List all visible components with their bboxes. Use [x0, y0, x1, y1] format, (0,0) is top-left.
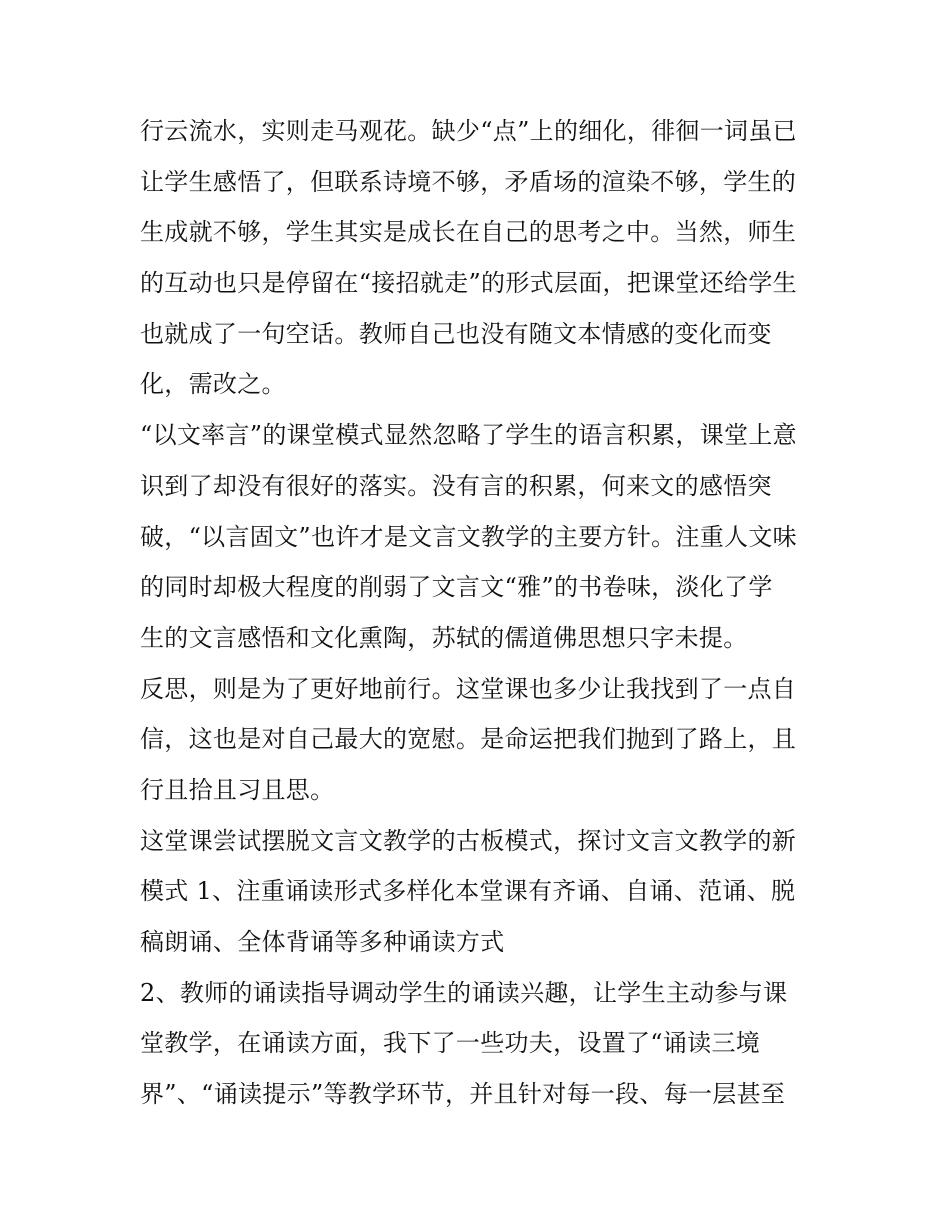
text-line: 这堂课尝试摆脱文言文教学的古板模式，探讨文言文教学的新: [140, 826, 797, 855]
text-line: 界”、“诵读提示”等教学环节，并且针对每一段、每一层甚至: [140, 1080, 786, 1109]
text-line: 的互动也只是停留在“接招就走”的形式层面，把课堂还给学生: [140, 269, 797, 298]
paragraph-5: [140, 968, 820, 1120]
text-line: 模式 1、注重诵读形式多样化本堂课有齐诵、自诵、范诵、脱: [140, 877, 796, 906]
document-body: [140, 106, 820, 1120]
text-line: 的同时却极大程度的削弱了文言文“雅”的书卷味，淡化了学: [140, 573, 773, 602]
text-line: 堂教学，在诵读方面，我下了一些功夫，设置了“诵读三境: [140, 1029, 761, 1058]
text-line: 也就成了一句空话。教师自己也没有随文本情感的变化而变: [140, 319, 772, 348]
text-line: 生的文言感悟和文化熏陶，苏轼的儒道佛思想只字未提。: [140, 623, 748, 652]
text-line: 稿朗诵、全体背诵等多种诵读方式: [140, 928, 505, 956]
text-line: “以文率言”的课堂模式显然忽略了学生的语言积累，课堂上意: [140, 421, 797, 450]
text-line: 化，需改之。: [140, 370, 286, 399]
paragraph-3: [140, 664, 820, 816]
text-line: 让学生感悟了，但联系诗境不够，矛盾场的渲染不够，学生的: [140, 167, 797, 196]
text-line: 行且拾且习且思。: [140, 775, 335, 804]
text-line: 反思，则是为了更好地前行。这堂课也多少让我找到了一点自: [140, 674, 797, 703]
text-line: 行云流水，实则走马观花。缺少“点”上的细化，徘徊一词虽已: [140, 117, 797, 145]
text-line: 生成就不够，学生其实是成长在自己的思考之中。当然，师生: [140, 218, 797, 247]
paragraph-1: [140, 106, 820, 410]
text-line: 信，这也是对自己最大的宽慰。是命运把我们抛到了路上，且: [140, 725, 797, 754]
text-line: 破，“以言固文”也许才是文言文教学的主要方针。注重人文味: [140, 522, 797, 551]
text-line: 识到了却没有很好的落实。没有言的积累，何来文的感悟突: [140, 471, 772, 500]
paragraph-4: [140, 816, 820, 968]
text-line: 2、教师的诵读指导调动学生的诵读兴趣，让学生主动参与课: [140, 978, 788, 1007]
paragraph-2: [140, 410, 820, 663]
